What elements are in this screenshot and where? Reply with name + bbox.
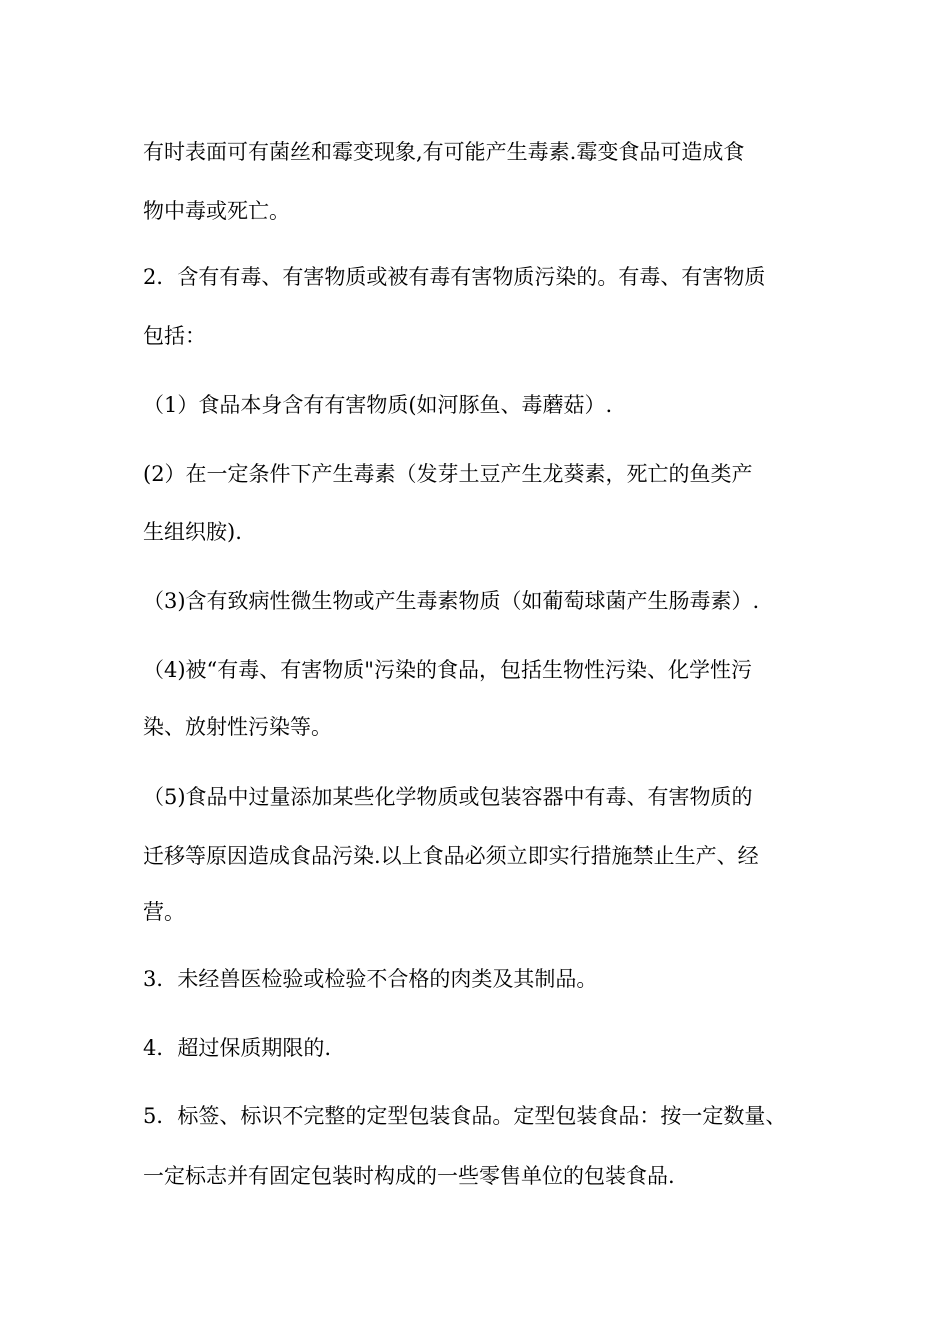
text-line: 染、放射性污染等。 [143, 715, 332, 739]
text-line: 3．未经兽医检验或检验不合格的肉类及其制品。 [143, 967, 598, 991]
text-line: 迁移等原因造成食品污染.以上食品必须立即实行措施禁止生产、经 [143, 844, 759, 868]
text-line: 物中毒或死亡。 [143, 199, 290, 223]
text-line: （4)被“有毒、有害物质"污染的食品，包括生物性污染、化学性污 [143, 658, 752, 682]
text-line: （5)食品中过量添加某些化学物质或包装容器中有毒、有害物质的 [143, 785, 753, 809]
text-line: (2）在一定条件下产生毒素（发芽土豆产生龙葵素，死亡的鱼类产 [143, 462, 753, 486]
text-line: 营。 [143, 900, 185, 924]
text-line: 有时表面可有菌丝和霉变现象,有可能产生毒素.霉变食品可造成食 [143, 140, 745, 164]
text-line: （3)含有致病性微生物或产生毒素物质（如葡萄球菌产生肠毒素）. [143, 589, 760, 613]
text-line: 4．超过保质期限的. [143, 1036, 332, 1060]
text-line: 一定标志并有固定包装时构成的一些零售单位的包装食品. [143, 1164, 675, 1188]
text-line: 5．标签、标识不完整的定型包装食品。定型包装食品：按一定数量、 [143, 1104, 787, 1128]
text-line: 2．含有有毒、有害物质或被有毒有害物质污染的。有毒、有害物质 [143, 265, 766, 289]
text-line: （1）食品本身含有有害物质(如河豚鱼、毒蘑菇）. [143, 393, 613, 417]
text-line: 包括： [143, 324, 206, 348]
text-line: 生组织胺). [143, 520, 242, 544]
